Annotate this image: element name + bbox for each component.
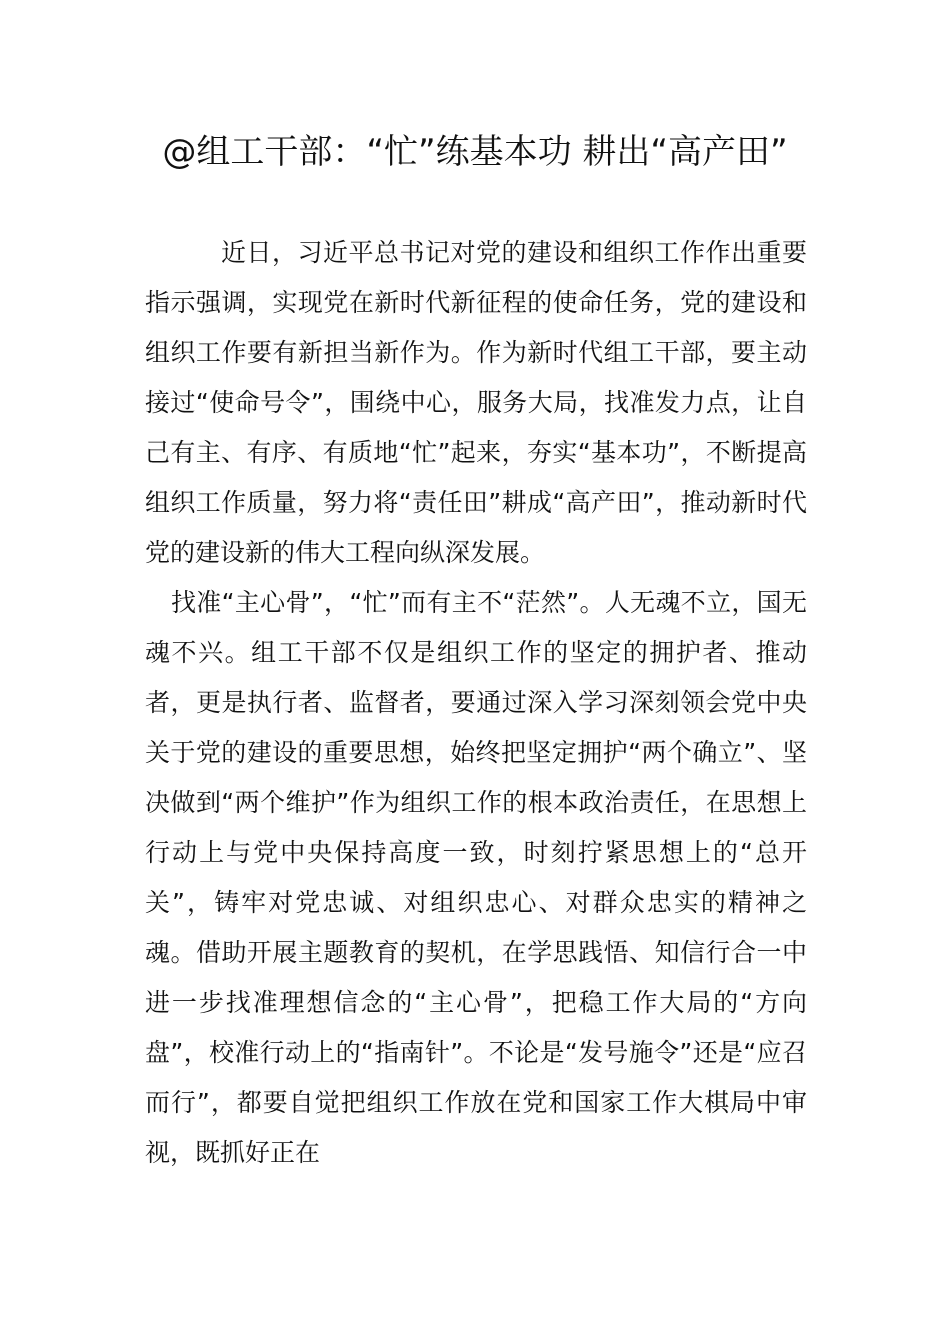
document-title: @组工干部：“忙”练基本功 耕出“高产田” (162, 132, 788, 172)
paragraph-backbone: 找准“主心骨”，“忙”而有主不“茫然”。人无魂不立，国无魂不兴。组工干部不仅是组织工作的坚定的拥护者、推动者，更是执行者、监督者，要通过深入学习深刻领会党中央关于党的建设的重要思想，始终把坚定拥护“两个确立”、坚决做到“两个维护”作为组织工作的根本政治责任，在思想上行动上与党中央保持高度一致，时刻拧紧思想上的“总开关”，铸牢对党忠诚、对组织忠心、对群众忠实的精神之魂。借助开展主题教育的契机，在学思践悟、知信行合一中进一步找准理想信念的“主心骨”，把稳工作大局的“方向盘”，校准行动上的“指南针”。不论是“发号施令”还是“应召而行”，都要自觉把组织工作放在党和国家工作大棋局中审视，既抓好正在 (145, 588, 807, 1167)
document-body (145, 228, 807, 1178)
paragraph-intro: 近日，习近平总书记对党的建设和组织工作作出重要指示强调，实现党在新时代新征程的使命任务，党的建设和组织工作要有新担当新作为。作为新时代组工干部，要主动接过“使命号令”，围绕中心，服务大局，找准发力点，让自己有主、有序、有质地“忙”起来，夯实“基本功”，不断提高组织工作质量，努力将“责任田”耕成“高产田”，推动新时代党的建设新的伟大工程向纵深发展。 (145, 238, 807, 567)
